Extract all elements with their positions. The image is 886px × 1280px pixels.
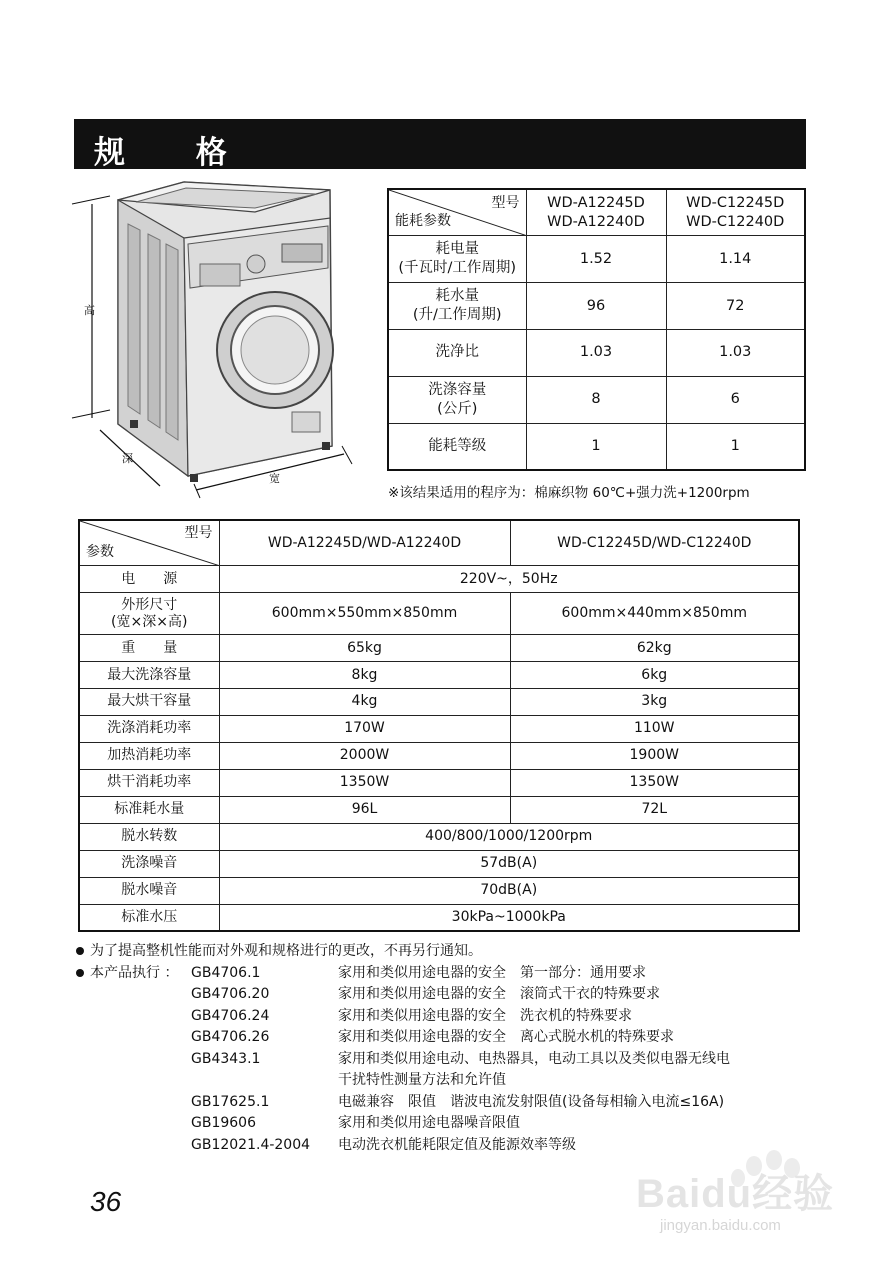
depth-label: 深 — [122, 452, 133, 465]
bullet-icon — [76, 947, 84, 955]
energy-table-row — [388, 423, 805, 470]
standard-description: 家用和类似用途电器的安全 第一部分：通用要求 — [338, 964, 646, 981]
spec-row-value: 220V~，50Hz — [219, 566, 799, 593]
watermark-text: Baidu经验 — [636, 1172, 835, 1216]
spec-row-value: 2000W — [219, 742, 510, 769]
standard-code: GB19606 — [191, 1115, 256, 1131]
spec-table-row — [79, 742, 799, 769]
header-param: 能耗参数 — [395, 213, 451, 230]
spec-row-label: 洗涤噪音 — [79, 850, 219, 877]
energy-table-row — [388, 376, 805, 423]
energy-row-value: 72 — [666, 283, 805, 330]
notes-section — [76, 941, 730, 1156]
spec-table-row — [79, 662, 799, 689]
standard-item — [76, 1070, 506, 1092]
spec-row-label: 电 源 — [79, 566, 219, 593]
standards-prefix: 本产品执行 ： — [90, 964, 179, 981]
spec-row-label: 脱水转数 — [79, 823, 219, 850]
spec-row-value: 1350W — [510, 769, 799, 796]
standard-description: 家用和类似用途电器噪音限值 — [338, 1115, 520, 1131]
standard-item — [76, 1027, 674, 1049]
spec-row-label: 标准耗水量 — [79, 796, 219, 823]
energy-col2-header: WD-C12245D WD-C12240D — [666, 189, 805, 236]
energy-table-row — [388, 329, 805, 376]
spec-row-label: 洗涤消耗功率 — [79, 715, 219, 742]
spec-row-value: 1350W — [219, 769, 510, 796]
spec-row-label: 外形尺寸 (宽×深×高) — [79, 593, 219, 635]
spec-table-row — [79, 769, 799, 796]
energy-table-row — [388, 283, 805, 330]
energy-row-label: 耗水量 (升/工作周期) — [388, 283, 526, 330]
energy-row-value: 1.14 — [666, 236, 805, 283]
energy-row-value: 8 — [526, 376, 666, 423]
spec-row-value: 8kg — [219, 662, 510, 689]
washing-machine-illustration — [60, 178, 370, 500]
spec-row-value: 170W — [219, 715, 510, 742]
standard-item — [76, 1135, 576, 1157]
bullet-icon — [76, 969, 84, 977]
energy-row-value: 6 — [666, 376, 805, 423]
spec-table-row — [79, 593, 799, 635]
spec-table-row — [79, 796, 799, 823]
standard-code: GB4706.26 — [191, 1029, 270, 1045]
spec-row-value: 70dB(A) — [219, 877, 799, 904]
spec-row-value: 4kg — [219, 689, 510, 716]
standard-description: 家用和类似用途电器的安全 离心式脱水机的特殊要求 — [338, 1029, 674, 1045]
spec-row-value: 110W — [510, 715, 799, 742]
energy-row-value: 1.52 — [526, 236, 666, 283]
energy-consumption-table — [387, 188, 806, 471]
standard-code: GB4706.1 — [191, 964, 261, 981]
note-change-text: 为了提高整机性能而对外观和规格进行的更改，不再另行通知。 — [90, 943, 482, 959]
spec-table-row — [79, 635, 799, 662]
spec-col1-header: WD-A12245D/WD-A12240D — [219, 520, 510, 566]
spec-row-label: 最大洗涤容量 — [79, 662, 219, 689]
spec-row-value: 600mm×550mm×850mm — [219, 593, 510, 635]
spec-row-label: 加热消耗功率 — [79, 742, 219, 769]
header-param: 参数 — [86, 544, 114, 561]
page-number: 36 — [90, 1186, 122, 1217]
standard-description: 干扰特性测量方法和允许值 — [338, 1072, 506, 1088]
spec-row-label: 重 量 — [79, 635, 219, 662]
standards-list — [76, 963, 730, 1157]
spec-row-label: 烘干消耗功率 — [79, 769, 219, 796]
spec-row-value: 72L — [510, 796, 799, 823]
spec-row-value: 600mm×440mm×850mm — [510, 593, 799, 635]
header-model: 型号 — [184, 525, 213, 541]
energy-table-header-corner — [388, 189, 526, 236]
standard-code: GB17625.1 — [191, 1093, 270, 1110]
standard-code: GB4343.1 — [191, 1050, 261, 1067]
spec-col2-header: WD-C12245D/WD-C12240D — [510, 520, 799, 566]
spec-table-row — [79, 715, 799, 742]
spec-table-row — [79, 850, 799, 877]
spec-row-value: 6kg — [510, 662, 799, 689]
standard-item — [76, 1006, 632, 1028]
standard-item — [76, 984, 660, 1006]
height-label: 高 — [84, 304, 95, 317]
spec-table-row — [79, 823, 799, 850]
standard-item — [76, 963, 646, 985]
energy-row-value: 1 — [666, 423, 805, 470]
energy-table-note: ※该结果适用的程序为：棉麻织物 60℃+强力洗+1200rpm — [388, 485, 750, 501]
standard-description: 电动洗衣机能耗限定值及能源效率等级 — [338, 1136, 576, 1153]
note-change — [76, 941, 482, 963]
spec-row-label: 最大烘干容量 — [79, 689, 219, 716]
energy-row-value: 96 — [526, 283, 666, 330]
spec-table-row — [79, 689, 799, 716]
energy-table-row — [388, 236, 805, 283]
standard-description: 家用和类似用途电器的安全 洗衣机的特殊要求 — [338, 1007, 632, 1024]
spec-row-label: 脱水噪音 — [79, 877, 219, 904]
spec-row-label: 标准水压 — [79, 904, 219, 931]
section-title-bar — [74, 119, 806, 169]
standard-item — [76, 1092, 725, 1114]
energy-row-value: 1.03 — [526, 329, 666, 376]
spec-table-row — [79, 566, 799, 593]
standard-item — [76, 1113, 520, 1135]
energy-row-value: 1 — [526, 423, 666, 470]
energy-row-value: 1.03 — [666, 329, 805, 376]
energy-row-label: 洗涤容量 (公斤) — [388, 376, 526, 423]
spec-row-value: 3kg — [510, 689, 799, 716]
width-label: 宽 — [269, 472, 280, 485]
spec-row-value: 96L — [219, 796, 510, 823]
section-title: 规 格 — [94, 135, 257, 171]
standard-description: 家用和类似用途电器的安全 滚筒式干衣的特殊要求 — [338, 986, 660, 1002]
standard-description: 家用和类似用途电动、电热器具，电动工具以及类似电器无线电 — [338, 1050, 730, 1067]
spec-row-value: 57dB(A) — [219, 850, 799, 877]
energy-col1-header: WD-A12245D WD-A12240D — [526, 189, 666, 236]
spec-table-row — [79, 877, 799, 904]
watermark-url: jingyan.baidu.com — [660, 1217, 781, 1234]
spec-row-value: 65kg — [219, 635, 510, 662]
energy-row-label: 耗电量 (千瓦时/工作周期) — [388, 236, 526, 283]
spec-table-header-corner — [79, 520, 219, 566]
standard-code: GB12021.4-2004 — [191, 1136, 311, 1153]
standard-description: 电磁兼容 限值 谐波电流发射限值(设备每相输入电流≤16A) — [338, 1093, 725, 1110]
spec-row-value: 30kPa~1000kPa — [219, 904, 799, 931]
energy-row-label: 能耗等级 — [388, 423, 526, 470]
spec-row-value: 400/800/1000/1200rpm — [219, 823, 799, 850]
spec-row-value: 62kg — [510, 635, 799, 662]
energy-row-label: 洗净比 — [388, 329, 526, 376]
spec-table-row — [79, 904, 799, 931]
header-model: 型号 — [491, 195, 520, 211]
standard-code: GB4706.24 — [191, 1007, 270, 1024]
specification-table — [78, 519, 800, 932]
standard-item — [76, 1049, 730, 1071]
standard-code: GB4706.20 — [191, 986, 270, 1002]
spec-row-value: 1900W — [510, 742, 799, 769]
